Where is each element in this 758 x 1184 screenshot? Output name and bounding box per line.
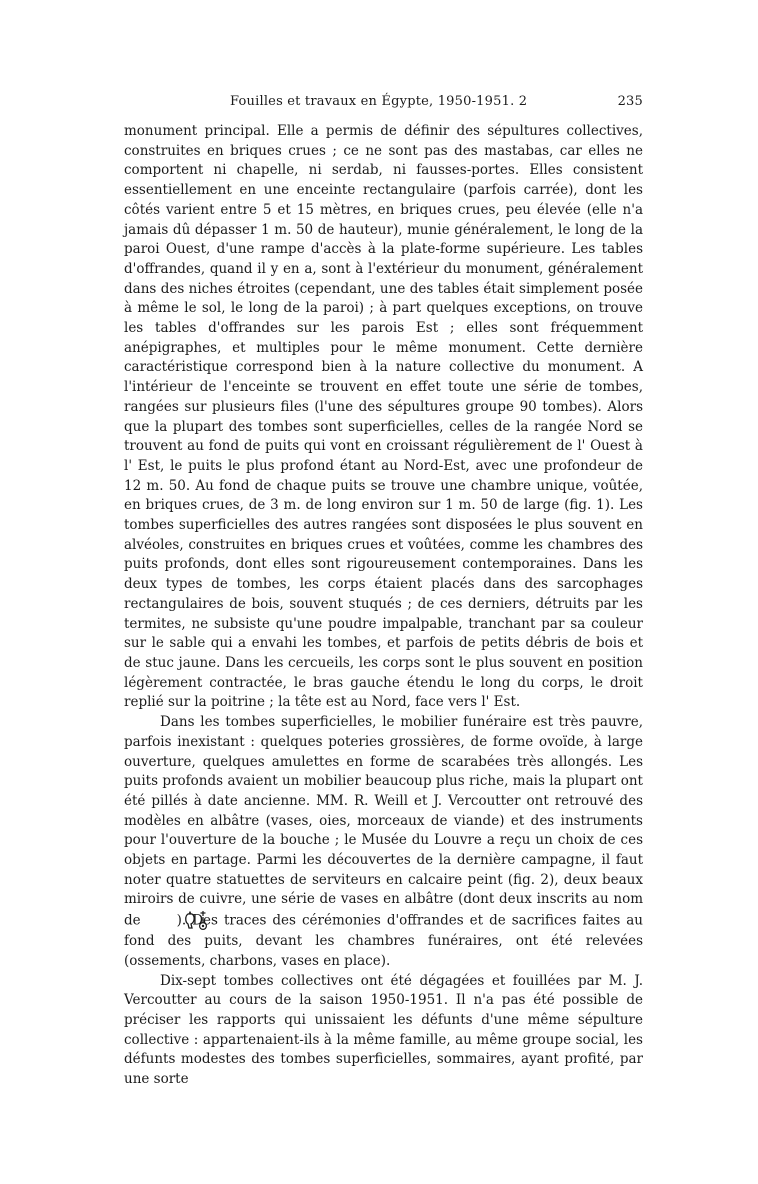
paragraph-2-text-before: Dans les tombes superficielles, le mobilier funéraire est très pauvre, parfois inexistant : quelques poteries grossières, de forme ovoïde, à large ouverture, quelques amulettes en forme de scarabées très allongés. Les puits profonds avaient un mobilier beaucoup plus riche, mais la plupart ont été pillés à date ancienne. MM. R. Weill et J. Vercoutter ont retrouvé des modèles en albâtre (vases, oies, morceaux de viande) et des instruments pour l'ouverture de la bouche ; le Musée du Louvre a reçu un choix de ces objets en partage. Parmi les découvertes de la dernière campagne, il faut noter quatre statuettes de serviteurs en calcaire peint (fig. 2), deux beaux miroirs de cuivre, une série de vases en albâtre (dont deux inscrits au nom de [124,714,643,929]
hieroglyph-icon [147,910,177,932]
body-text [124,122,643,1090]
running-header [124,94,643,114]
paragraph-2-text-after: ). Des traces des cérémonies d'offrandes et de sacrifices faites au fond des puits, devant les chambres funéraires, ont été relevées (ossements, charbons, vases en place). [124,912,643,969]
paragraph-2 [124,713,643,971]
running-title: Fouilles et travaux en Égypte, 1950-1951. 2 [230,94,528,109]
paragraph-3: Dix-sept tombes collectives ont été dégagées et fouillées par M. J. Vercoutter au cours de la saison 1950-1951. Il n'a pas été possible de préciser les rapports qui unissaient les défunts d'une même sépulture collective : appartenaient-ils à la même famille, au même groupe social, les défunts modestes des tombes superficielles, sommaires, ayant profité, par une sorte [124,972,643,1088]
paragraph-1: monument principal. Elle a permis de définir des sépultures collectives, construites en briques crues ; ce ne sont pas des mastabas, car elles ne comportent ni chapelle, ni serdab, ni fausses-portes. Elles consistent essentiellement en une enceinte rectangulaire (parfois carrée), dont les côtés varient entre 5 et 15 mètres, en briques crues, peu élevée (elle n'a jamais dû dépasser 1 m. 50 de hauteur), munie généralement, le long de la paroi Ouest, d'une rampe d'accès à la plate-forme supérieure. Les tables d'offrandes, quand il y en a, sont à l'extérieur du monument, généralement dans des niches étroites (cependant, une des tables était simplement posée à même le sol, le long de la paroi) ; à part quelques exceptions, on trouve les tables d'offrandes sur les parois Est ; elles sont fréquemment anépigraphes, et multiples pour le même monument. Cette dernière caractéristique correspond bien à la nature collective du monument. A l'intérieur de l'enceinte se trouvent en effet toute une série de tombes, rangées sur plusieurs files (l'une des sépultures groupe 90 tombes). Alors que la plupart des tombes sont superficielles, celles de la rangée Nord se trouvent au fond de puits qui vont en croissant régulièrement de l' Ouest à l' Est, le puits le plus profond étant au Nord-Est, avec une profondeur de 12 m. 50. Au fond de chaque puits se trouve une chambre unique, voûtée, en briques crues, de 3 m. de long environ sur 1 m. 50 de large (fig. 1). Les tombes superficielles des autres rangées sont disposées le plus souvent en alvéoles, construites en briques crues et voûtées, comme les chambres des puits profonds, dont elles sont rigoureusement contemporaines. Dans les deux types de tombes, les corps étaient placés dans des sarcophages rectangulaires de bois, souvent stuqués ; de ces derniers, détruits par les termites, ne subsiste qu'une poudre impalpable, tranchant par sa couleur sur le sable qui a envahi les tombes, et parfois de petits débris de bois et de stuc jaune. Dans les cercueils, les corps sont le plus souvent en position légèrement contractée, le bras gauche étendu le long du corps, le droit replié sur la poitrine ; la tête est au Nord, face vers l' Est. [124,123,643,711]
page-number: 235 [617,94,643,109]
